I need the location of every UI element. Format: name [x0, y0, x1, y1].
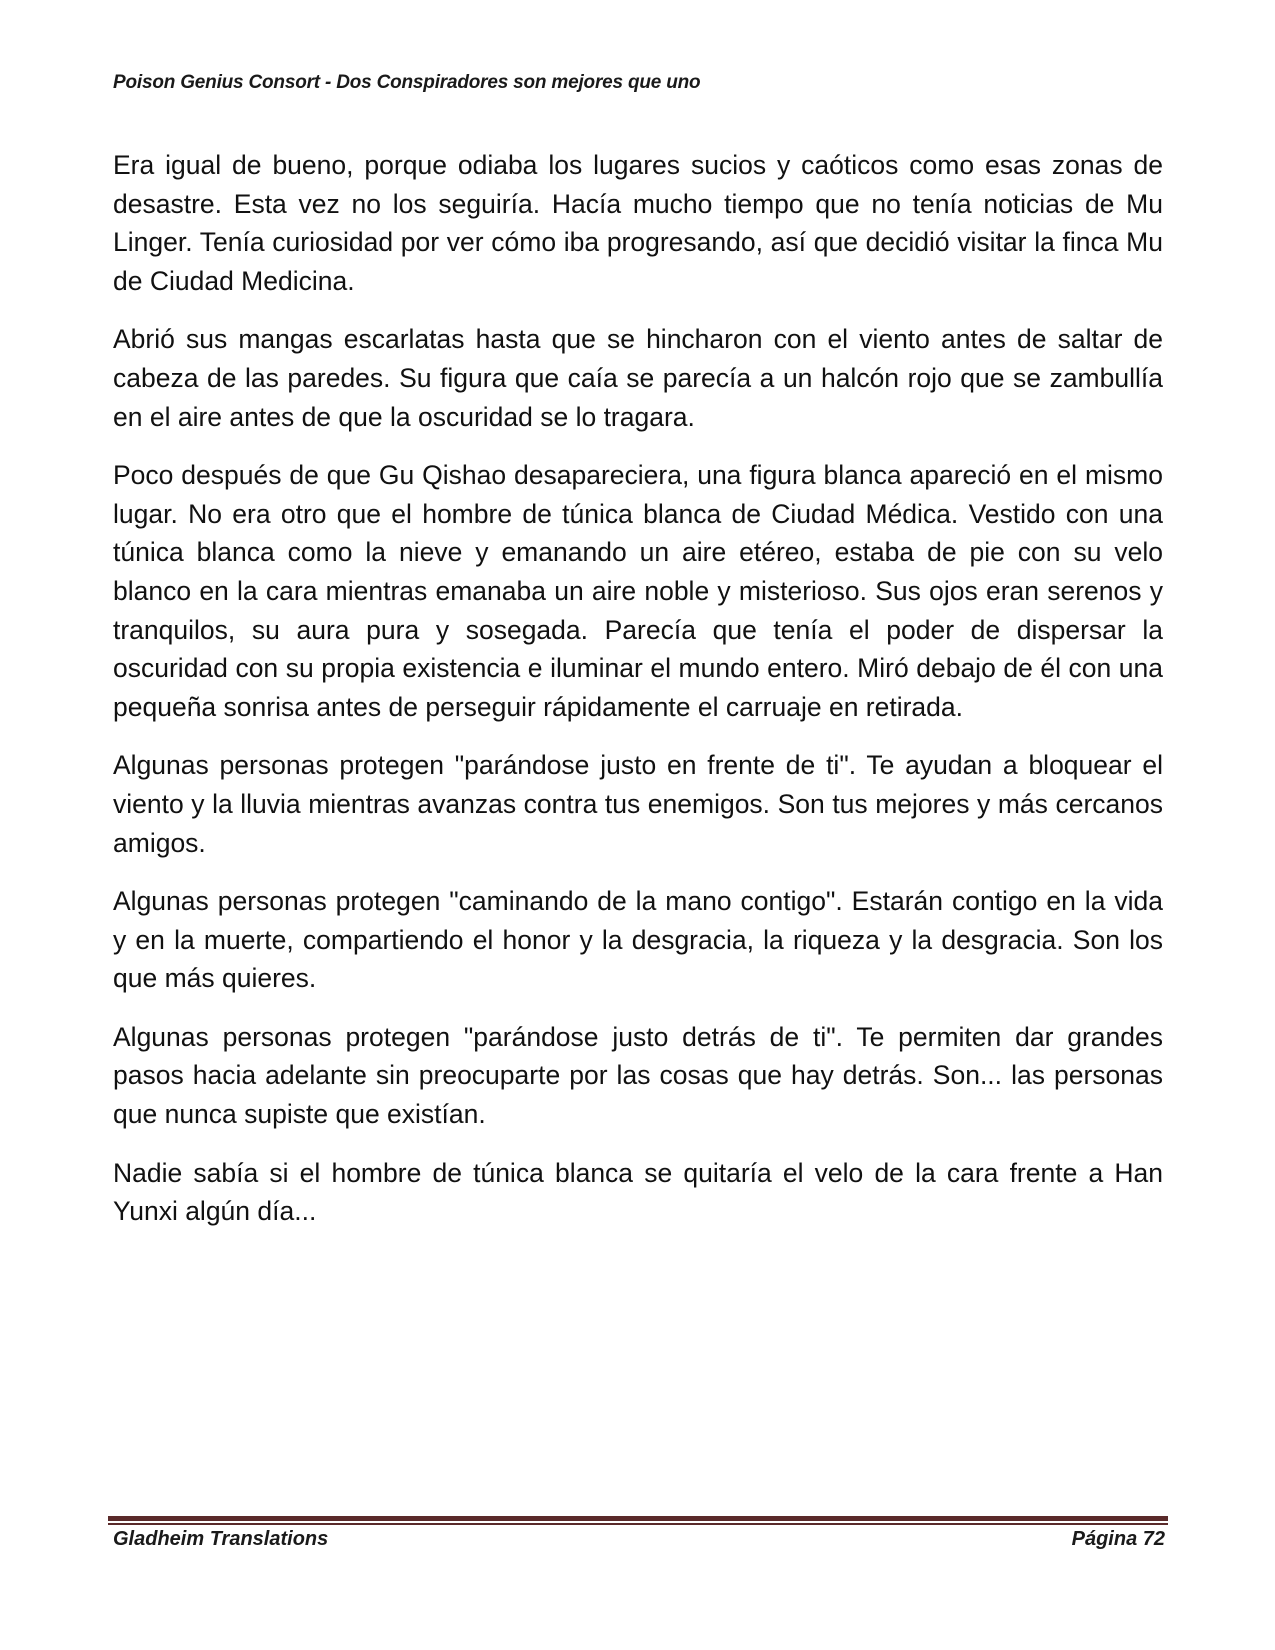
paragraph-5: Algunas personas protegen "caminando de la mano contigo". Estarán contigo en la vida y en la muerte, compartiendo el honor y la desgracia, la riqueza y la desgracia. Son los que más quieres.	[113, 886, 1163, 994]
paragraph-2: Abrió sus mangas escarlatas hasta que se hincharon con el viento antes de saltar de cabeza de las paredes. Su figura que caía se parecía a un halcón rojo que se zambullía en el aire antes de que la oscuridad se lo tragara.	[113, 324, 1163, 432]
paragraph-3: Poco después de que Gu Qishao desapareciera, una figura blanca apareció en el mismo lugar. No era otro que el hombre de túnica blanca de Ciudad Médica. Vestido con una túnica blanca como la nieve y emanando un aire etéreo, estaba de pie con su velo blanco en la cara mientras emanaba un aire noble y misterioso. Sus ojos eran serenos y tranquilos, su aura pura y sosegada. Parecía que tenía el poder de dispersar la oscuridad con su propia existencia e iluminar el mundo entero. Miró debajo de él con una pequeña sonrisa antes de perseguir rápidamente el carruaje en retirada.	[113, 460, 1163, 722]
paragraph-1: Era igual de bueno, porque odiaba los lugares sucios y caóticos como esas zonas de desastre. Esta vez no los seguiría. Hacía mucho tiempo que no tenía noticias de Mu Linger. Tenía curiosidad por ver cómo iba progresando, así que decidió visitar la finca Mu de Ciudad Medicina.	[113, 150, 1163, 296]
footer-divider-thick	[108, 1516, 1168, 1521]
running-header: Poison Genius Consort - Dos Conspiradores son mejores que uno	[113, 72, 701, 93]
page-number: Página 72	[1071, 1528, 1165, 1550]
paragraph-4: Algunas personas protegen "parándose justo en frente de ti". Te ayudan a bloquear el viento y la lluvia mientras avanzas contra tus enemigos. Son tus mejores y más cercanos amigos.	[113, 750, 1163, 858]
body-text	[113, 146, 1163, 1251]
footer-publisher: Gladheim Translations	[113, 1528, 329, 1550]
paragraph-7: Nadie sabía si el hombre de túnica blanca se quitaría el velo de la cara frente a Han Yunxi algún día...	[113, 1157, 1163, 1227]
footer-divider-thin	[108, 1523, 1168, 1525]
paragraph-6: Algunas personas protegen "parándose justo detrás de ti". Te permiten dar grandes pasos hacia adelante sin preocuparte por las cosas que hay detrás. Son... las personas que nunca supiste que existían.	[113, 1021, 1163, 1130]
